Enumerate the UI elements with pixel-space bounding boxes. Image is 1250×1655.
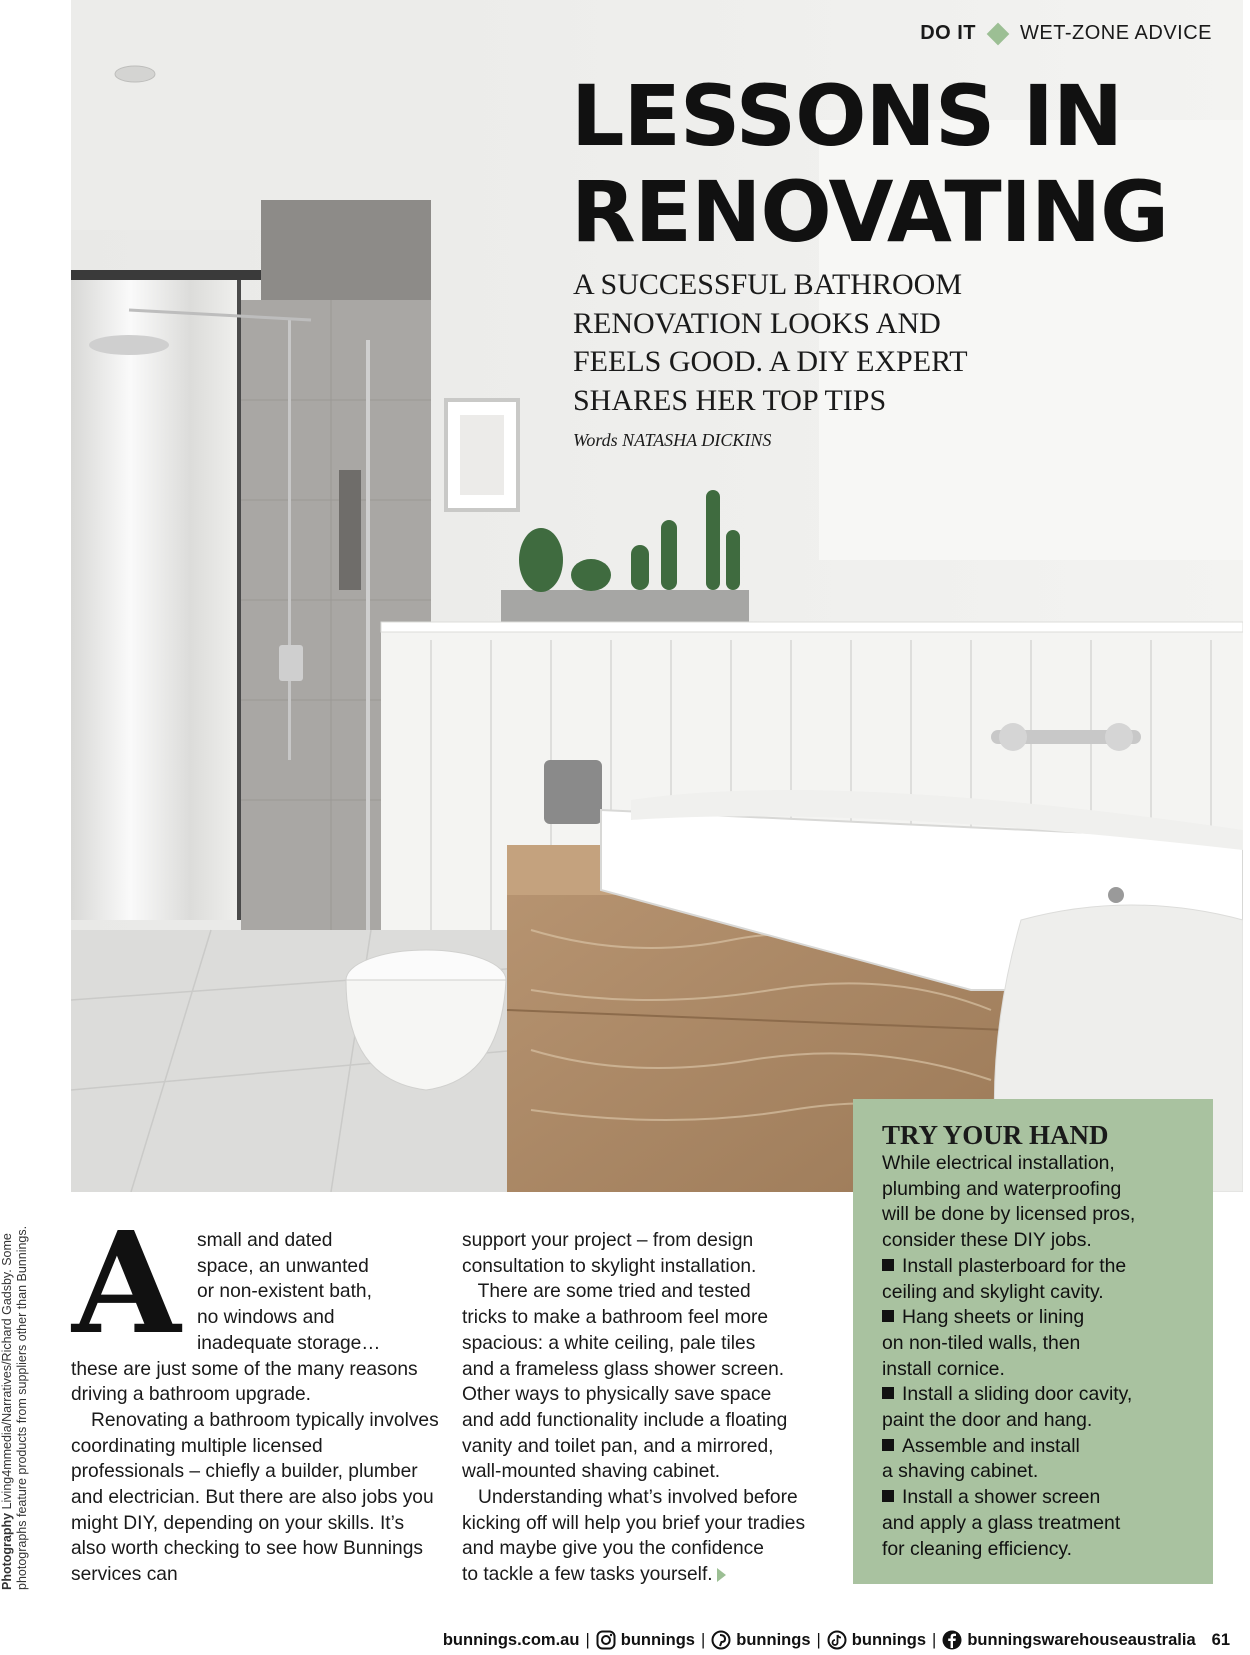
- page-number: 61: [1211, 1630, 1230, 1649]
- instagram-handle[interactable]: bunnings: [620, 1630, 695, 1649]
- instagram-icon[interactable]: [596, 1630, 616, 1650]
- credit-label: Photography: [0, 1512, 14, 1590]
- text-line: to tackle a few tasks yourself.: [462, 1564, 713, 1586]
- text-line: kicking off will help you brief your tradies: [462, 1512, 806, 1534]
- facebook-handle[interactable]: bunningswarehouseaustralia: [967, 1630, 1196, 1649]
- bullet-square-icon: [882, 1310, 894, 1322]
- tip-line: a shaving cabinet.: [882, 1460, 1039, 1483]
- separator: |: [700, 1630, 706, 1649]
- text-line: and add functionality include a floating: [462, 1409, 788, 1431]
- tip-text: Install a shower screen: [902, 1486, 1101, 1509]
- tip-line: and apply a glass treatment: [882, 1511, 1121, 1534]
- byline: Words NATASHA DICKINS: [573, 430, 772, 450]
- pinterest-icon[interactable]: [711, 1630, 731, 1650]
- section-kicker: [920, 22, 1212, 45]
- separator: |: [932, 1630, 937, 1649]
- try-your-hand-box: [853, 1099, 1213, 1584]
- tip-text: Assemble and install: [902, 1434, 1080, 1457]
- sidebar-intro-line: consider these DIY jobs.: [882, 1229, 1092, 1252]
- diamond-icon: [987, 22, 1010, 45]
- separator: |: [816, 1630, 821, 1649]
- text-line: Other ways to physically save space: [462, 1384, 772, 1406]
- sidebar-intro-line: plumbing and waterproofing: [882, 1177, 1122, 1200]
- tip-line: [882, 1254, 1213, 1280]
- credit-line-1: [0, 1190, 15, 1590]
- text-line: and a frameless glass shower screen.: [462, 1358, 785, 1380]
- standfirst-line: FEELS GOOD. A DIY EXPERT: [573, 345, 968, 378]
- dropcap-line: small and dated: [197, 1230, 333, 1251]
- text-line: There are some tried and tested: [462, 1281, 751, 1303]
- sidebar-intro-line: While electrical installation,: [882, 1152, 1115, 1174]
- drop-cap: A: [72, 1202, 181, 1366]
- text-line: vanity and toilet pan, and a mirrored,: [462, 1435, 774, 1457]
- body-column-1: [71, 1228, 441, 1588]
- text-line: Understanding what’s involved before: [462, 1487, 798, 1509]
- separator: |: [585, 1630, 590, 1649]
- sidebar-intro-line: will be done by licensed pros,: [882, 1203, 1136, 1226]
- dropcap-line: no windows and: [197, 1307, 335, 1329]
- bullet-square-icon: [882, 1387, 894, 1399]
- paragraph-text: these are just some of the many reasons driving a bathroom upgrade.: [71, 1358, 418, 1406]
- dropcap-line: inadequate storage…: [197, 1332, 381, 1354]
- tip-text: Hang sheets or lining: [902, 1306, 1085, 1329]
- article-standfirst: [573, 266, 1013, 420]
- sidebar-heading: TRY YOUR HAND: [882, 1120, 1109, 1150]
- body-paragraph: Renovating a bathroom typically involves coordinating multiple licensed professionals – chiefly a builder, plumber and electrician. But there are also jobs you might DIY, depending on your skills. It’s also worth checking to see how Bunnings services can: [71, 1409, 439, 1586]
- pinterest-handle[interactable]: bunnings: [736, 1630, 811, 1649]
- bullet-square-icon: [882, 1439, 894, 1451]
- text-line: and maybe give you the confidence: [462, 1538, 764, 1560]
- subsection-label: WET-ZONE ADVICE: [1020, 22, 1212, 44]
- section-label: DO IT: [920, 22, 977, 44]
- tip-line: [882, 1382, 1213, 1408]
- tip-line: [882, 1485, 1213, 1511]
- credit-text: Living4mmedia/Narratives/Richard Gadsby. Some: [0, 1233, 14, 1510]
- text-line: consultation to skylight installation.: [462, 1255, 757, 1277]
- tip-text: Install a sliding door cavity,: [902, 1383, 1133, 1406]
- text-line: wall-mounted shaving cabinet.: [462, 1461, 721, 1483]
- tip-text: Install plasterboard for the: [902, 1254, 1127, 1277]
- tiktok-handle[interactable]: bunnings: [851, 1630, 927, 1649]
- tip-line: [882, 1434, 1213, 1460]
- bullet-square-icon: [882, 1490, 894, 1502]
- bullet-square-icon: [882, 1259, 894, 1271]
- facebook-icon[interactable]: [942, 1630, 962, 1650]
- body-column-2: [462, 1228, 832, 1588]
- tip-line: paint the door and hang.: [882, 1409, 1093, 1432]
- dropcap-line: space, an unwanted: [197, 1255, 369, 1277]
- tip-line: [882, 1305, 1213, 1331]
- standfirst-line: A SUCCESSFUL BATHROOM: [573, 268, 962, 301]
- dropcap-line: or non-existent bath,: [197, 1281, 372, 1303]
- article-title: [571, 68, 1168, 260]
- text-line: support your project – from design: [462, 1230, 754, 1251]
- credit-line-2: photographs feature products from suppliers other than Bunnings.: [15, 1225, 29, 1590]
- tip-line: on non-tiled walls, then: [882, 1331, 1081, 1354]
- end-mark-icon: [717, 1568, 726, 1582]
- standfirst-line: SHARES HER TOP TIPS: [573, 383, 887, 417]
- title-line: RENOVATING: [571, 163, 1169, 261]
- tiktok-icon[interactable]: [827, 1630, 847, 1650]
- website-link[interactable]: bunnings.com.au: [442, 1630, 580, 1649]
- text-line: tricks to make a bathroom feel more: [462, 1307, 769, 1329]
- body-paragraph: [71, 1228, 441, 1408]
- tip-line: for cleaning efficiency.: [882, 1537, 1073, 1560]
- text-line-last: [462, 1562, 832, 1588]
- standfirst-line: RENOVATION LOOKS AND: [573, 306, 941, 340]
- text-line: spacious: a white ceiling, pale tiles: [462, 1332, 756, 1354]
- tip-line: ceiling and skylight cavity.: [882, 1280, 1104, 1303]
- page-footer: [443, 1630, 1230, 1650]
- title-line: LESSONS IN: [571, 67, 1123, 165]
- photo-credit: [0, 1190, 30, 1590]
- tip-line: install cornice.: [882, 1357, 1005, 1380]
